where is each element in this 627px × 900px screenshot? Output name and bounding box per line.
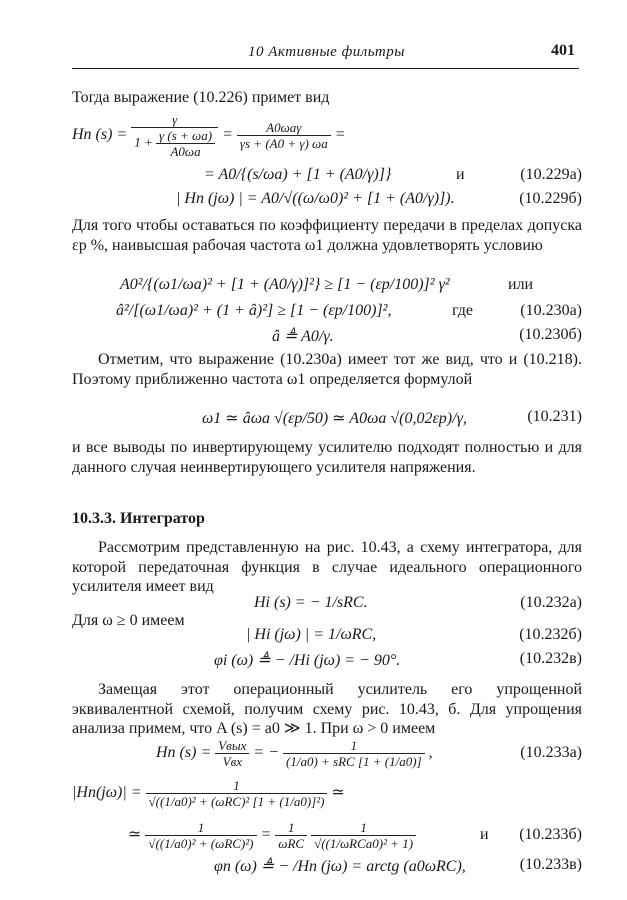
eq229-equals-3: = — [334, 126, 346, 144]
eq229b-number: (10.229б) — [519, 190, 582, 207]
eq229-fraction-1 — [131, 112, 218, 159]
header-title: 10 Активные фильтры — [248, 44, 405, 60]
eq233a-number: (10.233а) — [520, 744, 582, 761]
equation-230b: â ≜ A0/γ. (10.230б) — [272, 326, 582, 345]
eq229-equals-2: = — [222, 126, 233, 144]
equation-229-fraction — [72, 112, 346, 159]
eq229-fraction-2: $\frac{\text{A0ωaγ}}{\gamma s + (A0 + \gamma) \omega a}$ — [237, 120, 331, 151]
eq230b-number: (10.230б) — [519, 326, 582, 343]
equation-233b-line2: ≃ $\frac{1}{\text{√((1/a0)² + (ωRC)²)}}$ = $\frac{1}{\text{ωRC}}$ $\frac{1}{\text{√((1/ωRCa0)² + 1)}}$ — [128, 820, 416, 851]
equation-232a: Hi (s) = − 1/sRC. (10.232а) — [254, 594, 582, 611]
paragraph-2: Отметим, что выражение (10.230а) имеет тот же вид, что и (10.218). Поэтому приближенно частота ω1 определяется формулой — [72, 351, 582, 388]
eq232c-number: (10.232в) — [519, 650, 582, 667]
equation-229b: | Hn (jω) | = A0/√((ω/ω0)² + [1 + (A0/γ)]). (10.229б) — [176, 190, 582, 207]
equation-229a: = A0/{(s/ωa) + [1 + (A0/γ)]} и (10.229a) — [204, 166, 582, 183]
equation-232b: | Hi (jω) | = 1/ωRC, (10.232б) — [246, 626, 582, 643]
page-number: 401 — [551, 42, 575, 59]
paragraph-5: Для ω ≥ 0 имеем — [72, 612, 185, 629]
equation-230a: â²/[(ω1/ωa)² + (1 + â)²] ≥ [1 − (εp/100)]², где (10.230а) — [116, 302, 582, 319]
eq230a-number: (10.230а) — [520, 302, 582, 319]
eq229-f1-num: γ — [131, 112, 218, 128]
header-rule — [72, 68, 579, 69]
equation-condition: A0²/{(ω1/ωa)² + [1 + (A0/γ)]²} ≥ [1 − (εp/100)]² γ² или — [120, 276, 534, 293]
intro-paragraph — [72, 88, 582, 108]
eq233a-number-line — [72, 744, 582, 764]
equation-232c: φi (ω) ≜ − /Hi (jω) = − 90°. (10.232в) — [214, 650, 582, 669]
intro-text: Тогда выражение (10.226) примет вид — [72, 89, 330, 106]
equation-233b-line1: |Hn(jω)| = $\frac{1}{\text{√((1/a0)² + (ωRC)² [1 + (1/a0)]²)}}$ ≃ — [72, 778, 345, 809]
eq233c-number: (10.233в) — [519, 856, 582, 873]
equation-233c: φn (ω) ≜ − /Hn (jω) = arctg (a0ωRC), (10.233в) — [214, 856, 582, 875]
paragraph-4: Рассмотрим представленную на рис. 10.43, а схему интегратора, для которой передаточная функция в случае идеального операционного усилителя имеет вид — [72, 539, 582, 595]
section-heading: 10.3.3. Интегратор — [72, 510, 205, 527]
eq233b-number-line: и (10.233б) — [480, 826, 582, 843]
eq229-f1-den: 1 + $\frac{\gamma (s + \omega a)}{A0\omega a}$ — [131, 128, 218, 159]
eq229-lhs: Hn (s) = — [72, 126, 128, 144]
equation-233a: Hn (s) = $\frac{\text{Vвых}}{\text{Vвх}}$ = − $\frac{1}{\text{(1/a0) + sRC [1 + (1/a0)]}}$ , — [156, 738, 433, 769]
running-header — [0, 44, 627, 66]
paragraph-3: и все выводы по инвертирующему усилителю подходят полностью и для данного случая неинвертирующего усилителя напряжения. — [72, 439, 582, 476]
eq232b-number: (10.232б) — [519, 626, 582, 643]
eq229a-number: (10.229a) — [520, 166, 582, 183]
equation-231: ω1 ≃ âωa √(εp/50) ≃ A0ωa √(0,02εp)/γ, (10.231) — [202, 408, 582, 427]
eq231-number: (10.231) — [527, 408, 582, 425]
paragraph-6: Замещая этот операционный усилитель его упрощенной эквивалентной схемой, получим схему рис. 10.43, б. Для упрощения анализа примем, что A (s) = a0 ≫ 1. При ω > 0 имеем — [72, 681, 582, 737]
eq232a-number: (10.232а) — [520, 594, 582, 611]
paragraph-1: Для того чтобы оставаться по коэффициенту передачи в пределах допуска εp %, наивысшая рабочая частота ω1 должна удовлетворять условию — [72, 217, 582, 254]
eq233b-number: (10.233б) — [519, 826, 582, 843]
